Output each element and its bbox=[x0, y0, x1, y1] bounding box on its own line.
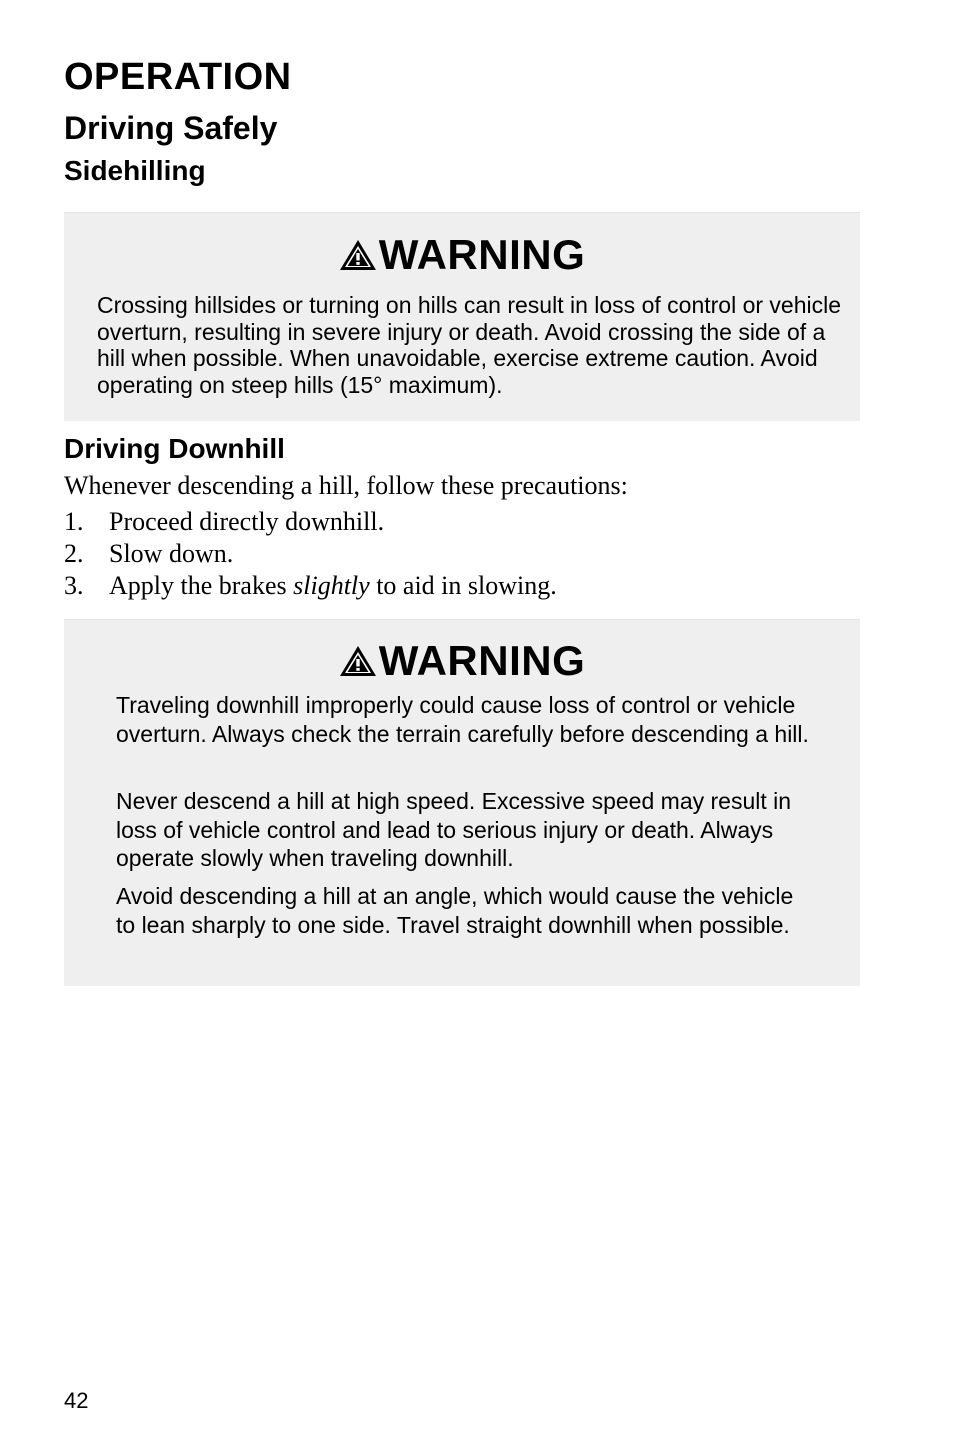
warning-heading bbox=[64, 637, 860, 685]
list-item-number: 2. bbox=[64, 539, 84, 568]
warning-paragraph: Avoid descending a hill at an angle, which would cause the vehicle to lean sharply to one side. Travel straight downhill when possible. bbox=[116, 883, 794, 938]
list-item-number: 3. bbox=[64, 571, 84, 600]
list-item bbox=[64, 538, 557, 570]
sidehilling-warning-box bbox=[64, 212, 860, 421]
list-item bbox=[64, 570, 557, 602]
section-title: OPERATION bbox=[64, 56, 292, 98]
topic-title: Sidehilling bbox=[64, 155, 206, 186]
list-item-text-before: Apply the brakes bbox=[109, 571, 294, 600]
warning-heading bbox=[64, 231, 860, 279]
warning-triangle-icon bbox=[339, 239, 377, 271]
page-number: 42 bbox=[64, 1388, 89, 1413]
warning-paragraph: Never descend a hill at high speed. Excessive speed may result in loss of vehicle control and lead to serious injury or death. Always operate slowly when traveling downhill. bbox=[116, 788, 792, 871]
warning-text: Crossing hillsides or turning on hills can result in loss of control or vehicle overturn, resulting in severe injury or death. Avoid crossing the side of a hill when possible. When unavoidable, exercise extreme caution. Avoid operating on steep hills (15° maximum). bbox=[97, 292, 842, 398]
warning-title-text: WARNING bbox=[378, 637, 586, 684]
list-item-text: Slow down. bbox=[109, 539, 234, 568]
subsection-title: Driving Safely bbox=[64, 110, 278, 146]
warning-title-text: WARNING bbox=[378, 231, 586, 278]
list-item-text-after: to aid in slowing. bbox=[369, 571, 557, 600]
list-item bbox=[64, 506, 557, 538]
driving-downhill-heading: Driving Downhill bbox=[64, 433, 285, 464]
warning-paragraph: Traveling downhill improperly could cause loss of control or vehicle overturn. Always check the terrain carefully before descending a hill. bbox=[116, 692, 809, 747]
list-item-text: Proceed directly downhill. bbox=[109, 507, 385, 536]
list-item-number: 1. bbox=[64, 507, 84, 536]
downhill-intro: Whenever descending a hill, follow these precautions: bbox=[64, 471, 628, 500]
warning-triangle-icon bbox=[339, 645, 377, 677]
downhill-warning-box bbox=[64, 619, 860, 986]
list-item-emphasis: slightly bbox=[293, 571, 370, 600]
precautions-list bbox=[64, 506, 557, 602]
